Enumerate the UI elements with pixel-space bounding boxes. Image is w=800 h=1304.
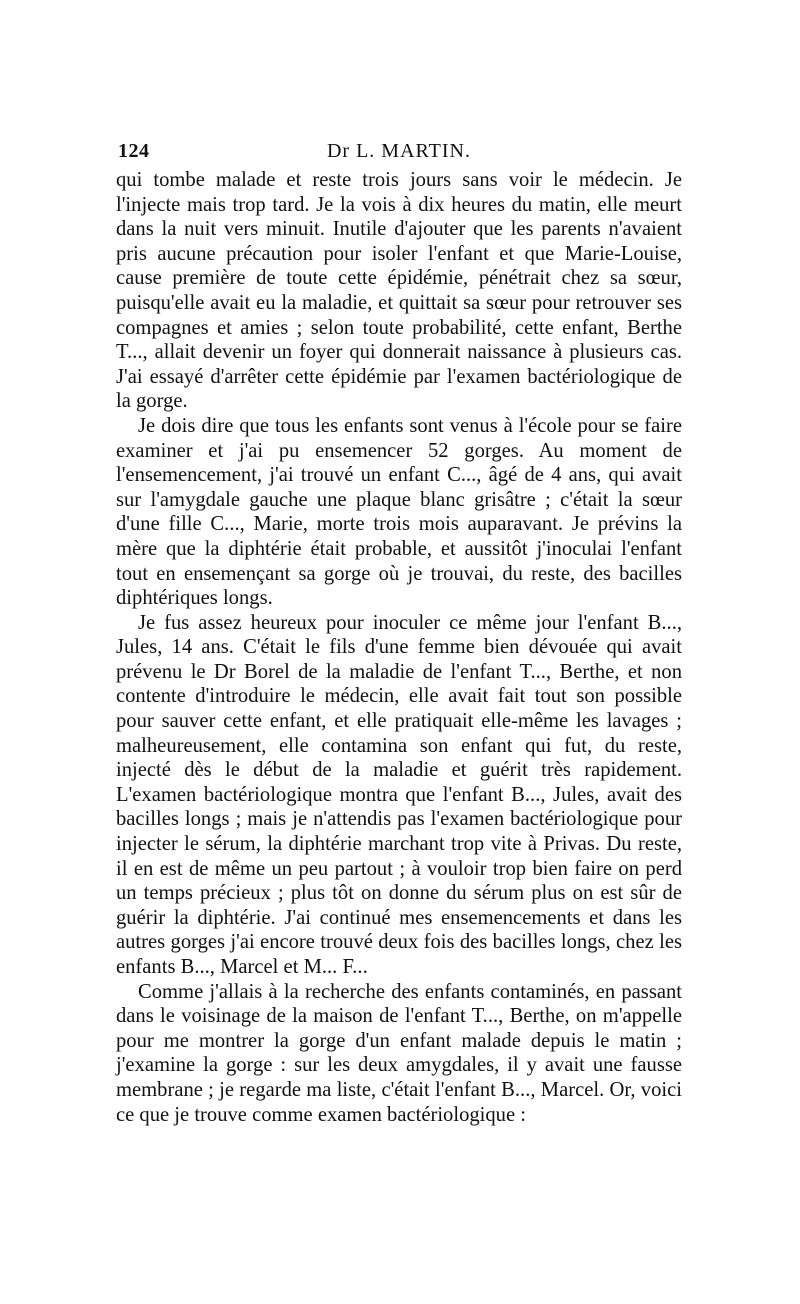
- running-title: Dr L. MARTIN.: [326, 140, 471, 162]
- page-number: 124: [118, 140, 150, 162]
- running-head: [116, 140, 682, 168]
- book-page: [116, 140, 682, 1127]
- paragraph-1: qui tombe malade et reste trois jours sans voir le médecin. Je l'injecte mais trop tard. Je la vois à dix heures du matin, elle meurt dans la nuit vers minuit. Inutile d'ajouter que les parents n'avaient pris aucune précaution pour isoler l'enfant et que Marie-Louise, cause première de toute cette épidémie, pénétrait chez sa sœur, puisqu'elle avait eu la maladie, et quittait sa sœur pour retrouver ses compagnes et amies ; selon toute probabilité, cette enfant, Berthe T..., allait devenir un foyer qui donnerait naissance à plusieurs cas. J'ai essayé d'arrêter cette épidémie par l'examen bactériologique de la gorge.: [116, 169, 682, 413]
- paragraph-4: Comme j'allais à la recherche des enfants contaminés, en passant dans le voisinage de la maison de l'enfant T..., Berthe, on m'appelle pour me montrer la gorge d'un enfant malade depuis le matin ; j'examine la gorge : sur les deux amygdales, il y avait une fausse membrane ; je regarde ma liste, c'était l'enfant B..., Marcel. Or, voici ce que je trouve comme examen bactériologique :: [116, 980, 682, 1126]
- paragraph-3: Je fus assez heureux pour inoculer ce même jour l'enfant B..., Jules, 14 ans. C'était le fils d'une femme bien dévouée qui avait prévenu le Dr Borel de la maladie de l'enfant T..., Berthe, et non contente d'introduire le médecin, elle avait fait tout son possible pour sauver cette enfant, et elle pratiquait elle-même les lavages ; malheureusement, elle contamina son enfant qui fut, du reste, injecté dès le début de la maladie et guérit très rapidement. L'examen bactériologique montra que l'enfant B..., Jules, avait des bacilles longs ; mais je n'attendis pas l'examen bactériologique pour injecter le sérum, la diphtérie marchant trop vite à Privas. Du reste, il en est de même un peu partout ; à vouloir trop bien faire on perd un temps précieux ; plus tôt on donne du sérum plus on est sûr de guérir la diphtérie. J'ai continué mes ensemencements et dans les autres gorges j'ai encore trouvé deux fois des bacilles longs, chez les enfants B..., Marcel et M... F...: [116, 611, 682, 978]
- paragraph-2: Je dois dire que tous les enfants sont venus à l'école pour se faire examiner et j'ai pu ensemencer 52 gorges. Au moment de l'ensemencement, j'ai trouvé un enfant C..., âgé de 4 ans, qui avait sur l'amygdale gauche une plaque blanc grisâtre ; c'était la sœur d'une fille C..., Marie, morte trois mois auparavant. Je prévins la mère que la diphtérie était probable, et aussitôt j'inoculai l'enfant tout en ensemençant sa gorge où je trouvai, du reste, des bacilles diphtériques longs.: [116, 414, 682, 610]
- body-text: [116, 168, 682, 1127]
